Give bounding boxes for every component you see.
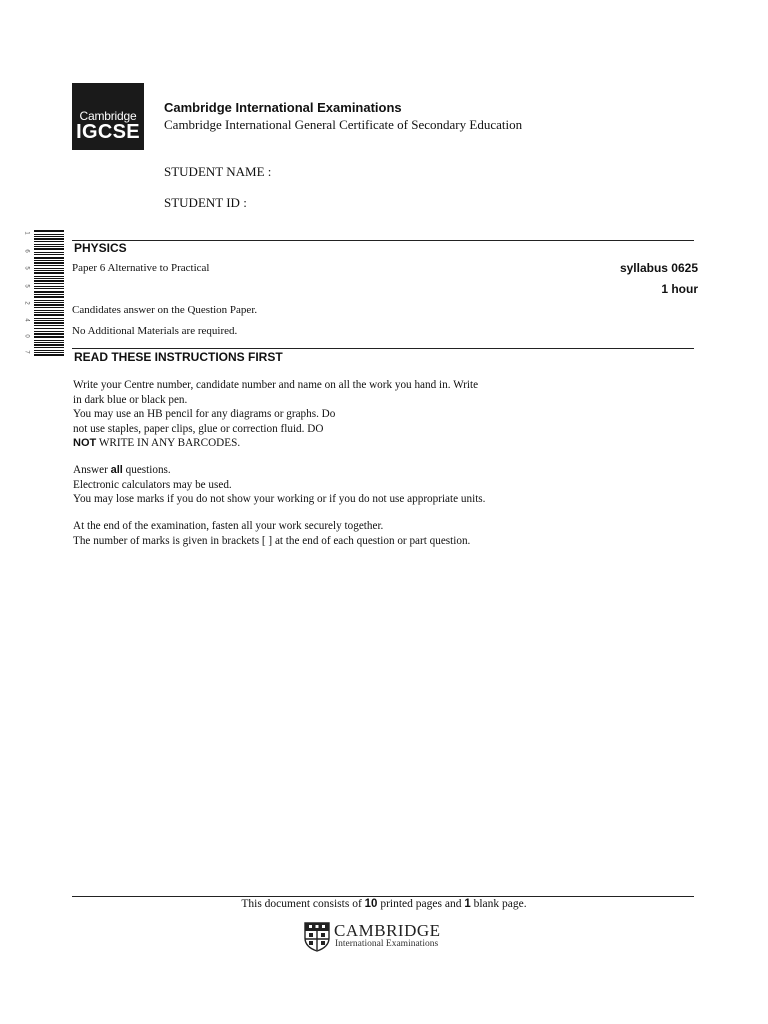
instruction-line: The number of marks is given in brackets [ ] at the end of each question or part question. <box>73 534 471 547</box>
barcode-bar <box>34 257 64 259</box>
cambridge-international-logo <box>304 921 464 953</box>
subject-title: PHYSICS <box>74 241 127 255</box>
instruction-line: in dark blue or black pen. <box>73 393 188 406</box>
candidates-answer-note: Candidates answer on the Question Paper. <box>72 304 258 316</box>
barcode-bar <box>34 262 64 264</box>
barcode-bar <box>34 352 64 353</box>
barcode-bar <box>34 278 64 279</box>
barcode-bar <box>34 236 64 237</box>
barcode-bar <box>34 333 64 335</box>
syllabus-code: syllabus 0625 <box>619 261 698 275</box>
printed-page-count: 10 <box>364 898 378 910</box>
instruction-line: You may lose marks if you do not show your working or if you do not use appropriate units. <box>73 493 486 505</box>
barcode-digit: 1 <box>23 231 30 235</box>
barcode-bar <box>34 314 64 316</box>
exam-duration: 1 hour <box>661 282 698 296</box>
barcode-bar <box>34 291 64 293</box>
exam-board-name: Cambridge International Examinations <box>164 100 402 115</box>
materials-note: No Additional Materials are required. <box>72 325 238 337</box>
barcode-bar <box>34 294 64 295</box>
instruction-line: At the end of the examination, fasten all your work securely together. <box>73 520 384 532</box>
barcode-bar <box>34 246 64 247</box>
student-id-label: STUDENT ID : <box>164 195 247 210</box>
footer-text: This document consists of <box>241 898 365 910</box>
barcode-bar <box>34 234 64 235</box>
header-divider <box>72 240 694 241</box>
barcode-bar <box>34 286 64 287</box>
emphasis-all: all <box>110 464 123 476</box>
barcode-bar <box>34 270 64 271</box>
instructions-paragraph-3 <box>73 519 533 548</box>
barcode-bar <box>34 354 64 356</box>
instruction-line: not use staples, paper clips, glue or correction fluid. DO <box>73 422 324 435</box>
barcode-bar <box>34 328 64 329</box>
student-name-label: STUDENT NAME : <box>164 164 272 179</box>
instruction-text: questions. <box>122 464 171 476</box>
barcode-bar <box>34 268 64 269</box>
logo-line-igcse: IGCSE <box>76 121 140 143</box>
barcode-bar <box>34 241 64 242</box>
footer-text: blank page. <box>470 898 527 910</box>
candidate-barcode <box>24 228 68 360</box>
paper-title: Paper 6 Alternative to Practical <box>72 262 210 274</box>
emphasis-not: NOT <box>73 437 97 449</box>
instruction-line: Electronic calculators may be used. <box>73 478 232 491</box>
barcode-digit: 6 <box>23 249 30 253</box>
barcode-bar <box>34 347 64 348</box>
barcode-bar <box>34 340 64 341</box>
barcode-bar <box>34 272 64 274</box>
barcode-bar <box>34 322 64 324</box>
barcode-bar <box>34 300 64 301</box>
barcode-bars <box>34 228 68 360</box>
barcode-bar <box>34 230 64 232</box>
barcode-bar <box>34 318 64 319</box>
instructions-heading: READ THESE INSTRUCTIONS FIRST <box>74 350 283 364</box>
barcode-bar <box>34 336 64 338</box>
barcode-bar <box>34 312 64 313</box>
barcode-bar <box>34 350 64 351</box>
instruction-line: You may use an HB pencil for any diagrams or graphs. Do <box>73 408 336 420</box>
certificate-name: Cambridge International General Certificate of Secondary Education <box>164 117 523 132</box>
instruction-line: Write your Centre number, candidate number and name on all the work you hand in. Write <box>73 379 479 391</box>
barcode-bar <box>34 320 64 321</box>
barcode-bar <box>34 310 64 311</box>
instructions-paragraph-2 <box>73 463 533 507</box>
logo-line-cambridge: Cambridge <box>79 109 137 123</box>
barcode-bar <box>34 331 64 332</box>
barcode-bar <box>34 244 64 245</box>
barcode-digit: 5 <box>23 284 30 288</box>
barcode-bar <box>34 302 64 303</box>
cambridge-wordmark: CAMBRIDGE <box>334 921 441 940</box>
instruction-line <box>73 436 533 451</box>
instructions-paragraph-1 <box>73 378 533 451</box>
barcode-digit: 4 <box>23 318 30 322</box>
barcode-digit: 2 <box>23 301 30 305</box>
barcode-digit: 5 <box>23 266 30 270</box>
barcode-bar <box>34 260 64 261</box>
instructions-divider <box>72 348 694 349</box>
barcode-bar <box>34 342 64 343</box>
instruction-text: Answer <box>73 464 111 476</box>
barcode-bar <box>34 296 64 298</box>
footer-text: printed pages and <box>377 898 465 910</box>
instruction-text: WRITE IN ANY BARCODES. <box>96 437 241 449</box>
barcode-bar <box>34 248 64 250</box>
crest-icon <box>304 922 330 952</box>
barcode-bar <box>34 265 64 266</box>
instruction-line <box>73 463 533 478</box>
cambridge-igcse-logo <box>72 83 144 150</box>
barcode-digits <box>24 228 32 360</box>
barcode-bar <box>34 325 64 326</box>
page-count-note <box>0 898 768 910</box>
barcode-bar <box>34 254 64 255</box>
barcode-digit: 7 <box>23 350 30 354</box>
international-examinations-wordmark: International Examinations <box>335 939 439 949</box>
barcode-bar <box>34 238 64 240</box>
barcode-bar <box>34 252 64 253</box>
barcode-bar <box>34 288 64 289</box>
barcode-bar <box>34 280 64 282</box>
barcode-bar <box>34 276 64 277</box>
barcode-bar <box>34 307 64 308</box>
blank-page-count: 1 <box>464 898 471 910</box>
barcode-bar <box>34 283 64 284</box>
barcode-bar <box>34 304 64 306</box>
barcode-bar <box>34 344 64 346</box>
footer-divider <box>72 896 694 897</box>
barcode-digit: 0 <box>23 334 30 338</box>
